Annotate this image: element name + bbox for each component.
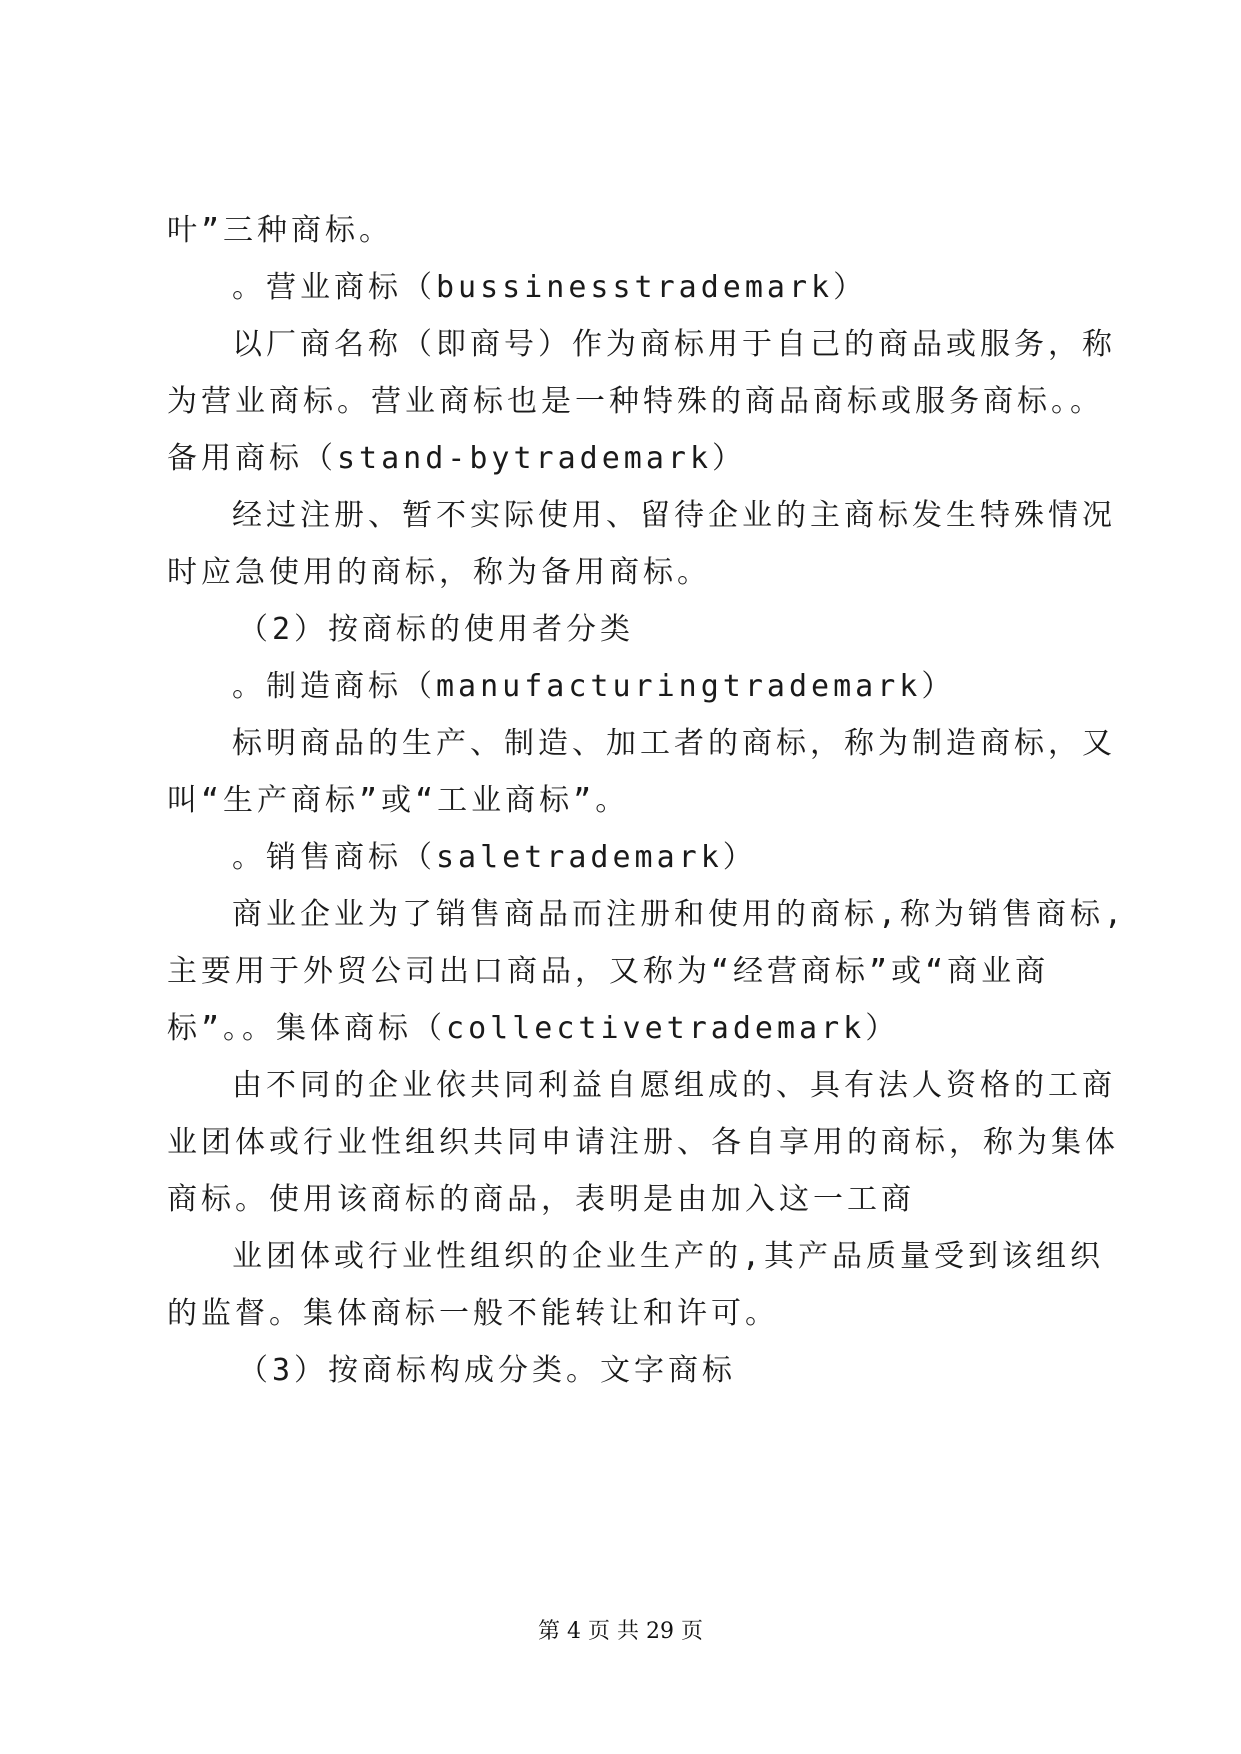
text-line: 标”。。集体商标（collectivetrademark） (167, 1011, 900, 1046)
text-line: 。销售商标（saletrademark） (232, 840, 757, 875)
text-line: 为营业商标。营业商标也是一种特殊的商品商标或服务商标。。 (167, 384, 1104, 419)
text-line: 。制造商标（manufacturingtrademark） (232, 669, 956, 704)
text-line: 经过注册、暂不实际使用、留待企业的主商标发生特殊情况 (232, 498, 1116, 533)
text-line: 由不同的企业依共同利益自愿组成的、具有法人资格的工商 (232, 1068, 1116, 1103)
text-line: 商业企业为了销售商品而注册和使用的商标,称为销售商标, (232, 897, 1127, 932)
text-line: 备用商标（stand-bytrademark） (167, 441, 747, 476)
text-line: 时应急使用的商标，称为备用商标。 (167, 555, 711, 590)
text-line: 。营业商标（bussinesstrademark） (232, 270, 868, 305)
text-line: 商标。使用该商标的商品，表明是由加入这一工商 (167, 1182, 915, 1217)
text-line: 业团体或行业性组织的企业生产的,其产品质量受到该组织 (232, 1239, 1105, 1274)
text-line: 叶”三种商标。 (167, 213, 394, 248)
section-heading: （2）按商标的使用者分类 (238, 612, 635, 647)
text-line: 叫“生产商标”或“工业商标”。 (167, 783, 630, 818)
text-line: 业团体或行业性组织共同申请注册、各自享用的商标，称为集体 (167, 1125, 1119, 1160)
text-line: 主要用于外贸公司出口商品，又称为“经营商标”或“商业商 (167, 954, 1050, 989)
text-line: 标明商品的生产、制造、加工者的商标，称为制造商标，又 (232, 726, 1116, 761)
section-heading: （3）按商标构成分类。文字商标 (238, 1353, 737, 1388)
text-line: 的监督。集体商标一般不能转让和许可。 (167, 1296, 779, 1331)
page-number-footer: 第 4 页 共 29 页 (538, 1619, 703, 1644)
text-line: 以厂商名称（即商号）作为商标用于自己的商品或服务，称 (232, 327, 1116, 362)
